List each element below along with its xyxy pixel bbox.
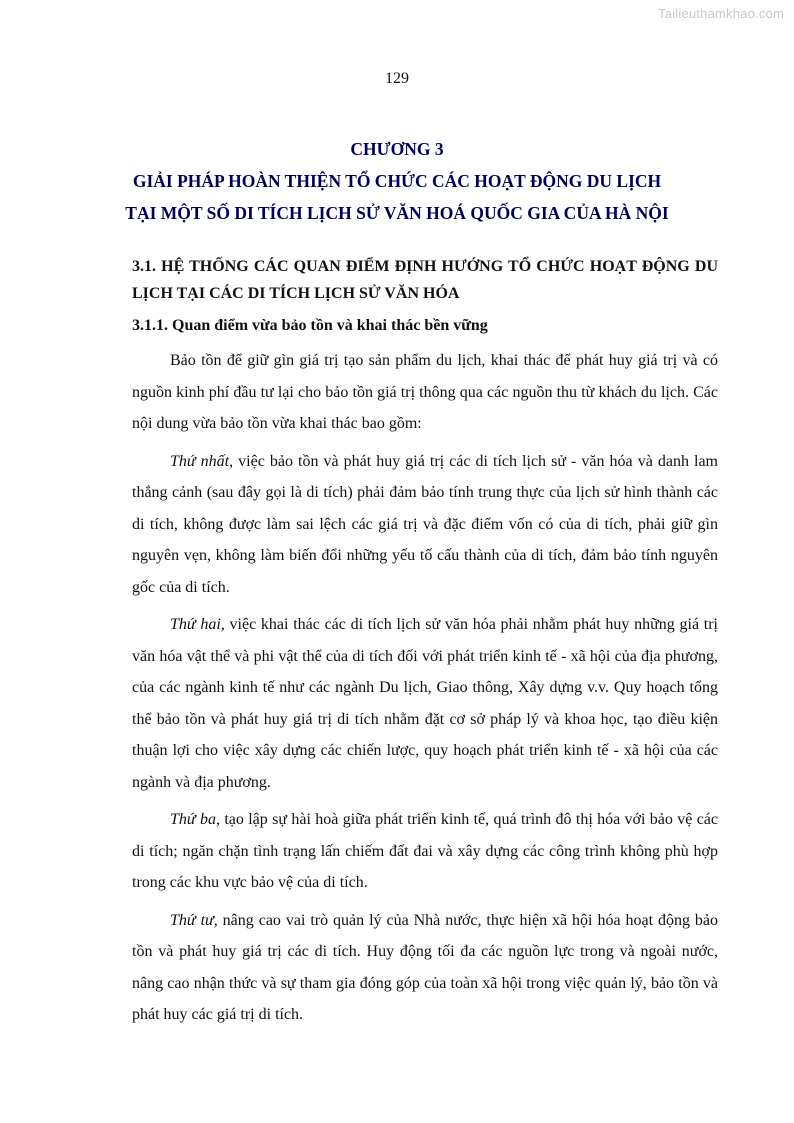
- paragraph-first: [132, 446, 718, 604]
- paragraph-third: [132, 804, 718, 899]
- subsection-heading: 3.1.1. Quan điểm vừa bảo tồn và khai thác bền vững: [132, 317, 488, 334]
- chapter-label: CHƯƠNG 3: [350, 139, 444, 159]
- paragraph-text: Bảo tồn để giữ gìn giá trị tạo sản phẩm du lịch, khai thác để phát huy giá trị và có nguồn kinh phí đầu tư lại cho bảo tồn giá trị thông qua các nguồn thu từ khách du lịch. Các nội dung vừa bảo tồn vừa khai thác bao gồm:: [132, 352, 718, 432]
- paragraph-text: , nâng cao vai trò quản lý của Nhà nước, thực hiện xã hội hóa hoạt động bảo tồn và phát huy giá trị các di tích. Huy động tối đa các nguồn lực trong và ngoài nước, nâng cao nhận thức và sự tham gia đóng góp của toàn xã hội trong việc quản lý, bảo tồn và phát huy các giá trị di tích.: [132, 911, 718, 1023]
- paragraph-text: , việc bảo tồn và phát huy giá trị các di tích lịch sử - văn hóa và danh lam thắng cảnh (sau đây gọi là di tích) phải đảm bảo tính trung thực của lịch sử hình thành các di tích, không được làm sai lệch các giá trị và đặc điểm vốn có của di tích, phải giữ gìn nguyên vẹn, không làm biến đổi những yếu tố cấu thành của di tích, đảm bảo tính nguyên gốc của di tích.: [132, 452, 718, 596]
- paragraph-lead: Thứ nhất: [170, 452, 230, 470]
- chapter-title-line-2: TẠI MỘT SỐ DI TÍCH LỊCH SỬ VĂN HOÁ QUỐC GIA CỦA HÀ NỘI: [125, 203, 669, 223]
- section-heading: 3.1. HỆ THỐNG CÁC QUAN ĐIỂM ĐỊNH HƯỚNG TỔ CHỨC HOẠT ĐỘNG DU LỊCH TẠI CÁC DI TÍCH LỊCH SỬ VĂN HÓA: [132, 258, 718, 302]
- paragraph-intro: [132, 345, 718, 440]
- page-number: 129: [385, 70, 409, 87]
- paragraph-text: , tạo lập sự hài hoà giữa phát triển kinh tế, quá trình đô thị hóa với bảo vệ các di tích; ngăn chặn tình trạng lấn chiếm đất đai và xây dựng các công trình không phù hợp trong các khu vực bảo vệ của di tích.: [132, 811, 719, 891]
- document-body: [132, 253, 718, 1031]
- chapter-header: [0, 133, 794, 229]
- paragraph-lead: Thứ ba: [170, 811, 216, 828]
- paragraph-second: [132, 609, 718, 798]
- paragraph-text: , việc khai thác các di tích lịch sử văn hóa phải nhằm phát huy những giá trị văn hóa vật thể và phi vật thể của di tích đối với phát triển kinh tế - xã hội của địa phương, của các ngành kinh tế như các ngành Du lịch, Giao thông, Xây dựng v.v. Quy hoạch tổng thể bảo tồn và phát huy giá trị di tích nhằm đặt cơ sở pháp lý và khoa học, tạo điều kiện thuận lợi cho việc xây dựng các chiến lược, quy hoạch phát triển kinh tế - xã hội của các ngành và địa phương.: [132, 616, 718, 791]
- chapter-title-line-1: GIẢI PHÁP HOÀN THIỆN TỔ CHỨC CÁC HOẠT ĐỘNG DU LỊCH: [132, 171, 662, 191]
- watermark: Tailieuthamkhao.com: [658, 6, 784, 21]
- paragraph-lead: Thứ hai: [170, 616, 221, 633]
- paragraph-lead: Thứ tư: [170, 911, 214, 929]
- paragraph-fourth: [132, 905, 718, 1031]
